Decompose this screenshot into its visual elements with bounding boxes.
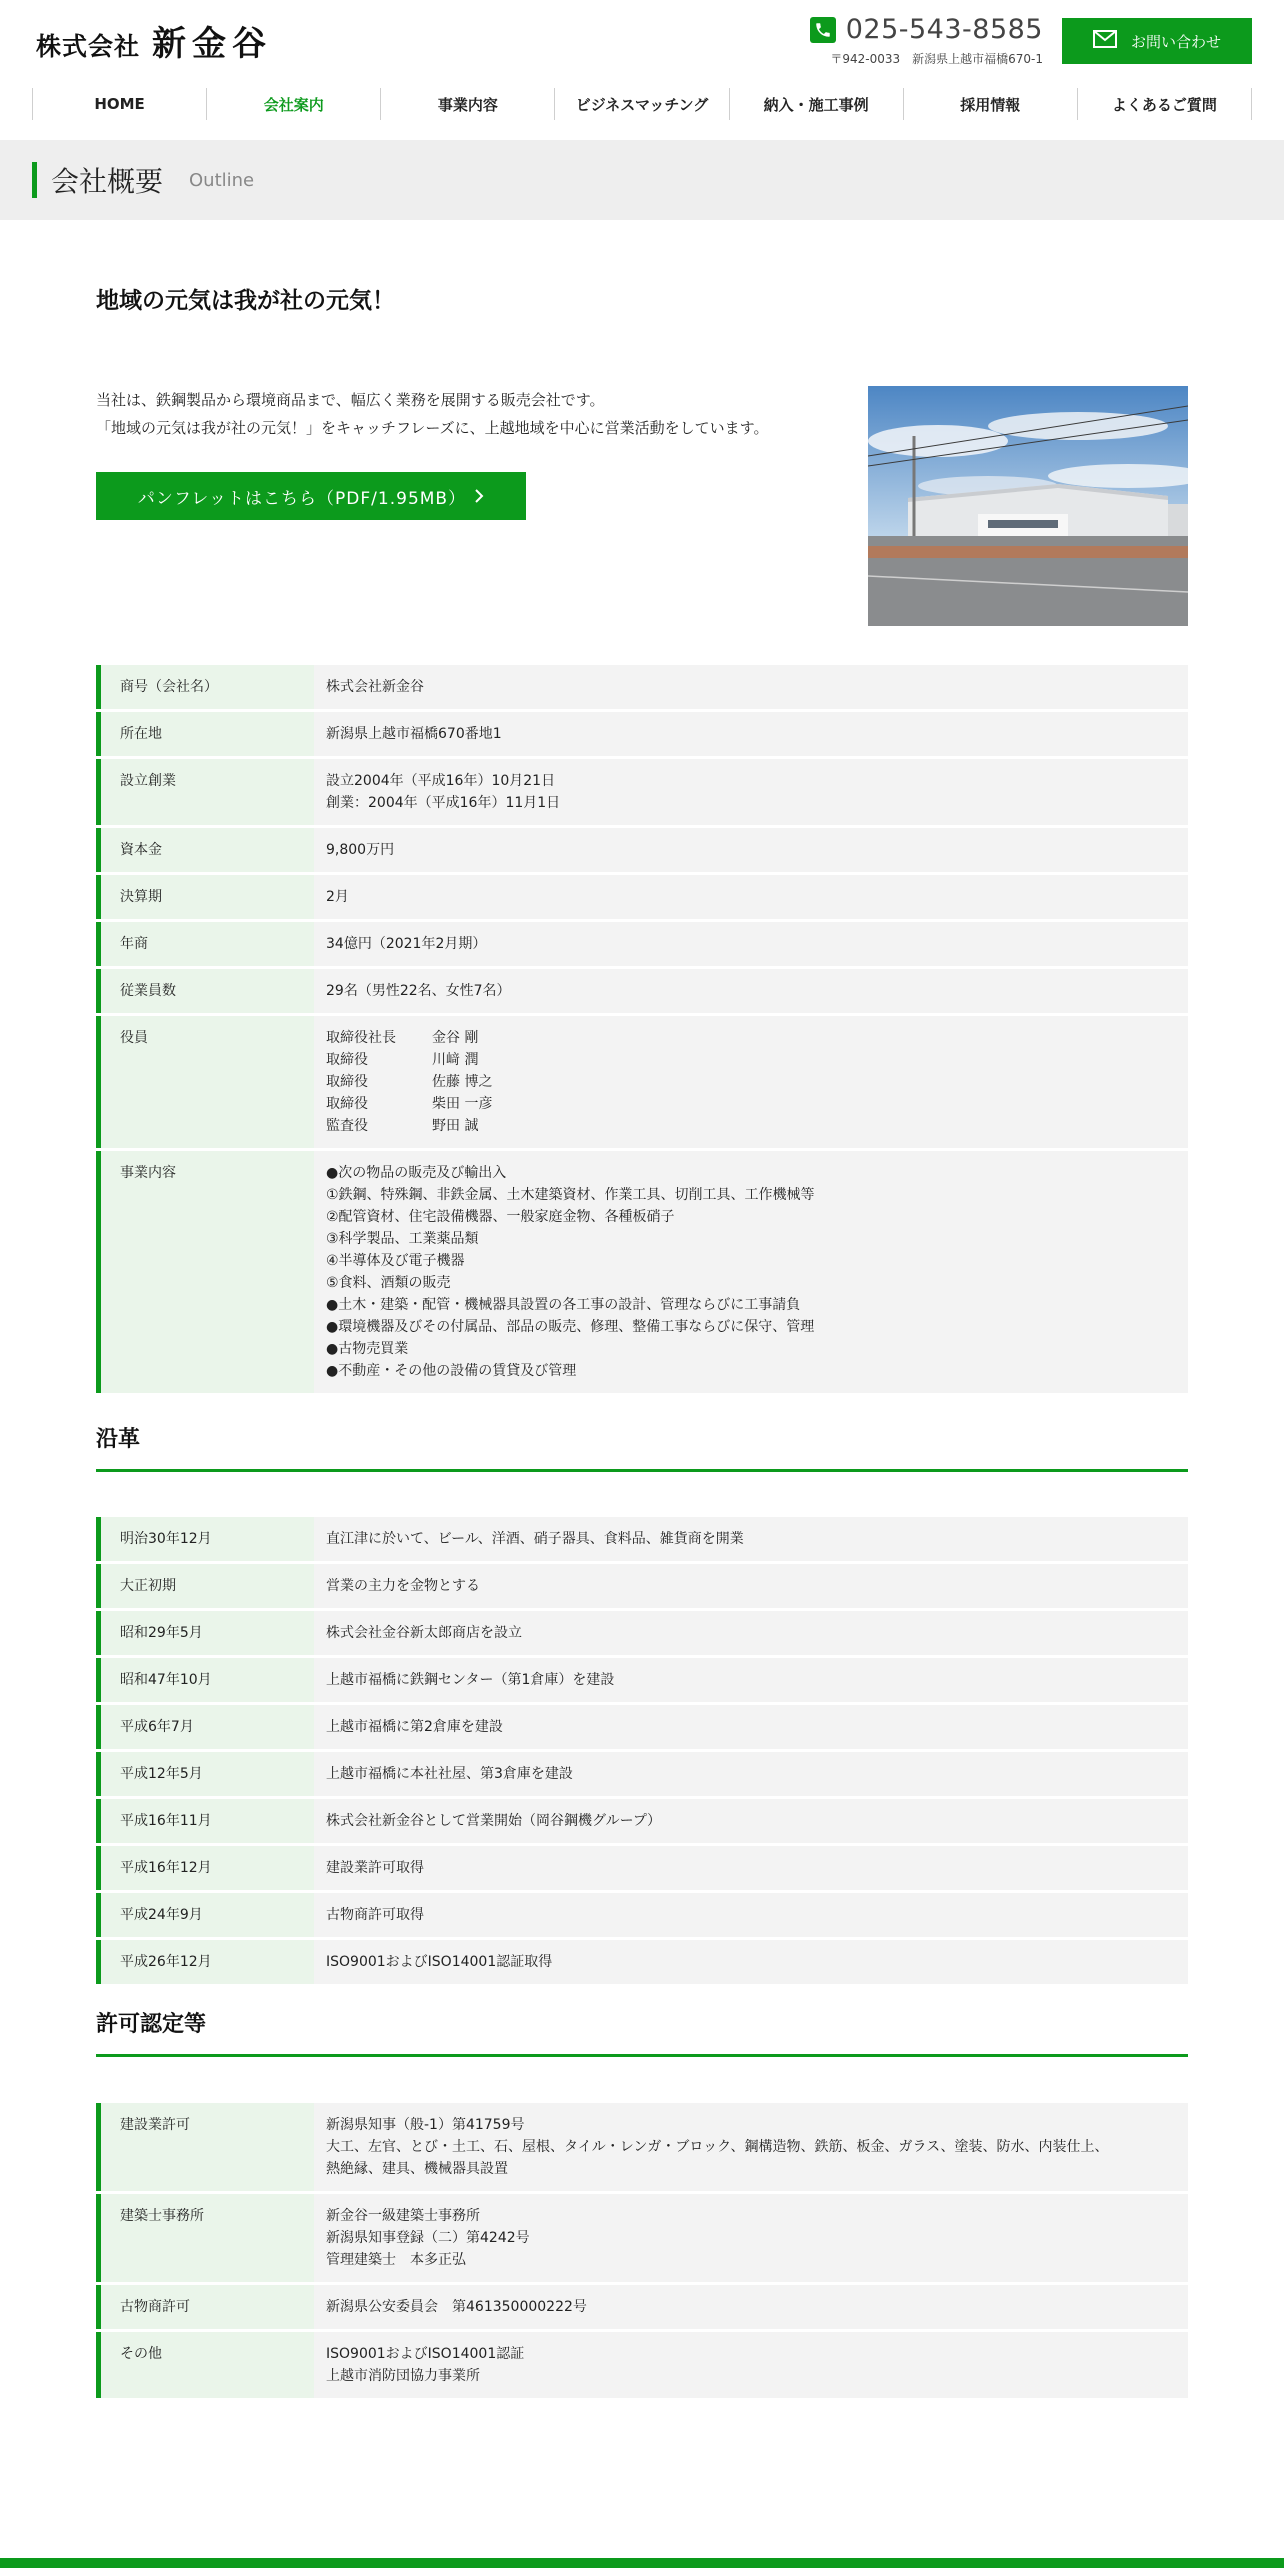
history-date: 平成24年9月 <box>96 1893 314 1937</box>
company-building-photo <box>868 386 1188 626</box>
table-row <box>96 1016 1188 1148</box>
history-date: 平成16年11月 <box>96 1799 314 1843</box>
footer-accent-bar <box>0 2558 1284 2568</box>
table-row <box>96 922 1188 966</box>
officer-line: 監査役 野田 誠 <box>326 1118 479 1134</box>
business-line: ②配管資材、住宅設備機器、一般家庭金物、各種板硝子 <box>326 1209 675 1225</box>
row-label: 事業内容 <box>96 1151 314 1393</box>
history-event: 上越市福橋に鉄鋼センター（第1倉庫）を建設 <box>314 1658 1188 1702</box>
history-date: 大正初期 <box>96 1564 314 1608</box>
table-row <box>96 1799 1188 1843</box>
nav-item-recruit[interactable]: 採用情報 <box>903 88 1077 120</box>
license-line: 新金谷一級建築士事務所 <box>326 2208 480 2224</box>
pamphlet-button-label: パンフレットはこちら（PDF/1.95MB） <box>137 488 467 509</box>
nav-item-business[interactable]: 事業内容 <box>380 88 554 120</box>
nav-item-company[interactable]: 会社案内 <box>206 88 380 120</box>
row-label: 古物商許可 <box>96 2285 314 2329</box>
row-value: 29名（男性22名、女性7名） <box>314 969 1188 1013</box>
logo-company-type: 株式会社 <box>36 32 141 61</box>
founded-line: 創業：2004年（平成16年）11月1日 <box>326 795 561 811</box>
row-label: 設立創業 <box>96 759 314 825</box>
nav-item-faq[interactable]: よくあるご質問 <box>1077 88 1252 120</box>
chevron-right-icon <box>474 488 484 504</box>
license-line: ISO9001およびISO14001認証 <box>326 2346 525 2362</box>
row-value <box>314 1151 1188 1393</box>
site-header <box>0 0 1284 114</box>
catchphrase-heading: 地域の元気は我が社の元気！ <box>96 288 395 314</box>
table-row <box>96 712 1188 756</box>
officer-line: 取締役 佐藤 博之 <box>326 1074 493 1090</box>
row-value <box>314 759 1188 825</box>
history-date: 平成6年7月 <box>96 1705 314 1749</box>
contact-info <box>810 14 1043 67</box>
row-label: 建築士事務所 <box>96 2194 314 2282</box>
logo-company-name: 新金谷 <box>152 24 273 64</box>
row-label: 年商 <box>96 922 314 966</box>
business-line: ●不動産・その他の設備の賃貸及び管理 <box>326 1363 577 1379</box>
license-line: 大工、左官、とび・土工、石、屋根、タイル・レンガ・ブロック、鋼構造物、鉄筋、板金、ガラス、塗装、防水、内装仕上、 <box>326 2139 1109 2155</box>
row-value: 新潟県公安委員会 第461350000222号 <box>314 2285 1188 2329</box>
business-line: ①鉄鋼、特殊鋼、非鉄金属、土木建築資材、作業工具、切削工具、工作機械等 <box>326 1187 815 1203</box>
nav-item-cases[interactable]: 納入・施工事例 <box>729 88 903 120</box>
table-row <box>96 1517 1188 1561</box>
title-accent-bar <box>32 162 37 198</box>
row-label: 決算期 <box>96 875 314 919</box>
row-value: 新潟県上越市福橋670番地1 <box>314 712 1188 756</box>
license-line: 管理建築士 本多正弘 <box>326 2252 466 2268</box>
company-logo[interactable] <box>36 16 272 65</box>
contact-button-label: お問い合わせ <box>1130 32 1221 51</box>
table-row <box>96 1611 1188 1655</box>
table-row <box>96 665 1188 709</box>
row-value <box>314 2103 1188 2191</box>
officer-line: 取締役 柴田 一彦 <box>326 1096 493 1112</box>
company-outline-table <box>96 662 1188 1396</box>
history-event: ISO9001およびISO14001認証取得 <box>314 1940 1188 1984</box>
table-row <box>96 2103 1188 2191</box>
history-date: 明治30年12月 <box>96 1517 314 1561</box>
table-row <box>96 1151 1188 1393</box>
row-label: 資本金 <box>96 828 314 872</box>
table-row <box>96 828 1188 872</box>
officer-line: 取締役 川﨑 潤 <box>326 1052 479 1068</box>
row-label: その他 <box>96 2332 314 2398</box>
table-row <box>96 1752 1188 1796</box>
intro-line: 「地域の元気は我が社の元気！」をキャッチフレーズに、上越地域を中心に営業活動をしています。 <box>96 419 769 437</box>
contact-button[interactable] <box>1062 18 1252 64</box>
table-row <box>96 1893 1188 1937</box>
table-row <box>96 1846 1188 1890</box>
history-event: 建設業許可取得 <box>314 1846 1188 1890</box>
row-label: 商号（会社名） <box>96 665 314 709</box>
history-date: 平成12年5月 <box>96 1752 314 1796</box>
intro-text <box>96 386 768 442</box>
business-line: ④半導体及び電子機器 <box>326 1253 465 1269</box>
history-heading: 沿革 <box>96 1422 1188 1472</box>
row-label: 所在地 <box>96 712 314 756</box>
license-heading: 許可認定等 <box>96 2007 1188 2057</box>
global-nav <box>32 88 1252 120</box>
nav-item-home[interactable]: HOME <box>32 88 206 120</box>
history-date: 昭和47年10月 <box>96 1658 314 1702</box>
history-event: 古物商許可取得 <box>314 1893 1188 1937</box>
table-row <box>96 1940 1188 1984</box>
business-line: ●環境機器及びその付属品、部品の販売、修理、整備工事ならびに保守、管理 <box>326 1319 815 1335</box>
license-line: 新潟県知事（般-1）第41759号 <box>326 2117 525 2133</box>
history-event: 営業の主力を金物とする <box>314 1564 1188 1608</box>
page-subtitle: Outline <box>189 169 255 191</box>
table-row <box>96 2194 1188 2282</box>
mail-icon <box>1093 30 1117 52</box>
row-value: 34億円（2021年2月期） <box>314 922 1188 966</box>
history-event: 直江津に於いて、ビール、洋酒、硝子器具、食料品、雑貨商を開業 <box>314 1517 1188 1561</box>
row-value <box>314 2332 1188 2398</box>
row-value <box>314 2194 1188 2282</box>
header-address: 〒942-0033 新潟県上越市福橋670-1 <box>830 52 1043 66</box>
history-date: 昭和29年5月 <box>96 1611 314 1655</box>
business-line: ③科学製品、工業薬品類 <box>326 1231 479 1247</box>
row-value: 9,800万円 <box>314 828 1188 872</box>
row-value: 株式会社新金谷 <box>314 665 1188 709</box>
history-event: 上越市福橋に第2倉庫を建設 <box>314 1705 1188 1749</box>
row-label: 従業員数 <box>96 969 314 1013</box>
history-event: 株式会社新金谷として営業開始（岡谷鋼機グループ） <box>314 1799 1188 1843</box>
history-event: 上越市福橋に本社社屋、第3倉庫を建設 <box>314 1752 1188 1796</box>
license-table <box>96 2100 1188 2401</box>
row-value <box>314 1016 1188 1148</box>
phone-icon <box>810 17 836 43</box>
business-line: ●土木・建築・配管・機械器具設置の各工事の設計、管理ならびに工事請負 <box>326 1297 801 1313</box>
table-row <box>96 2285 1188 2329</box>
founded-line: 設立2004年（平成16年）10月21日 <box>326 773 556 789</box>
business-line: ⑤食料、酒類の販売 <box>326 1275 451 1291</box>
page-title-bar <box>0 140 1284 220</box>
pamphlet-download-button[interactable] <box>96 472 526 520</box>
table-row <box>96 969 1188 1013</box>
phone-number[interactable]: 025-543-8585 <box>845 14 1043 45</box>
table-row <box>96 1705 1188 1749</box>
history-event: 株式会社金谷新太郎商店を設立 <box>314 1611 1188 1655</box>
row-value: 2月 <box>314 875 1188 919</box>
history-table <box>96 1514 1188 1987</box>
table-row <box>96 2332 1188 2398</box>
history-date: 平成26年12月 <box>96 1940 314 1984</box>
intro-line: 当社は、鉄鋼製品から環境商品まで、幅広く業務を展開する販売会社です。 <box>96 391 605 409</box>
nav-item-matching[interactable]: ビジネスマッチング <box>554 88 728 120</box>
officer-line: 取締役社長 金谷 剛 <box>326 1030 479 1046</box>
table-row <box>96 759 1188 825</box>
license-line: 熱絶縁、建具、機械器具設置 <box>326 2161 508 2177</box>
business-line: ●古物売買業 <box>326 1341 409 1357</box>
table-row <box>96 1658 1188 1702</box>
table-row <box>96 1564 1188 1608</box>
row-label: 役員 <box>96 1016 314 1148</box>
business-line: ●次の物品の販売及び輸出入 <box>326 1165 507 1181</box>
table-row <box>96 875 1188 919</box>
page-title: 会社概要 <box>51 165 164 198</box>
history-date: 平成16年12月 <box>96 1846 314 1890</box>
license-line: 新潟県知事登録（二）第4242号 <box>326 2230 530 2246</box>
license-line: 上越市消防団協力事業所 <box>326 2368 480 2384</box>
row-label: 建設業許可 <box>96 2103 314 2191</box>
